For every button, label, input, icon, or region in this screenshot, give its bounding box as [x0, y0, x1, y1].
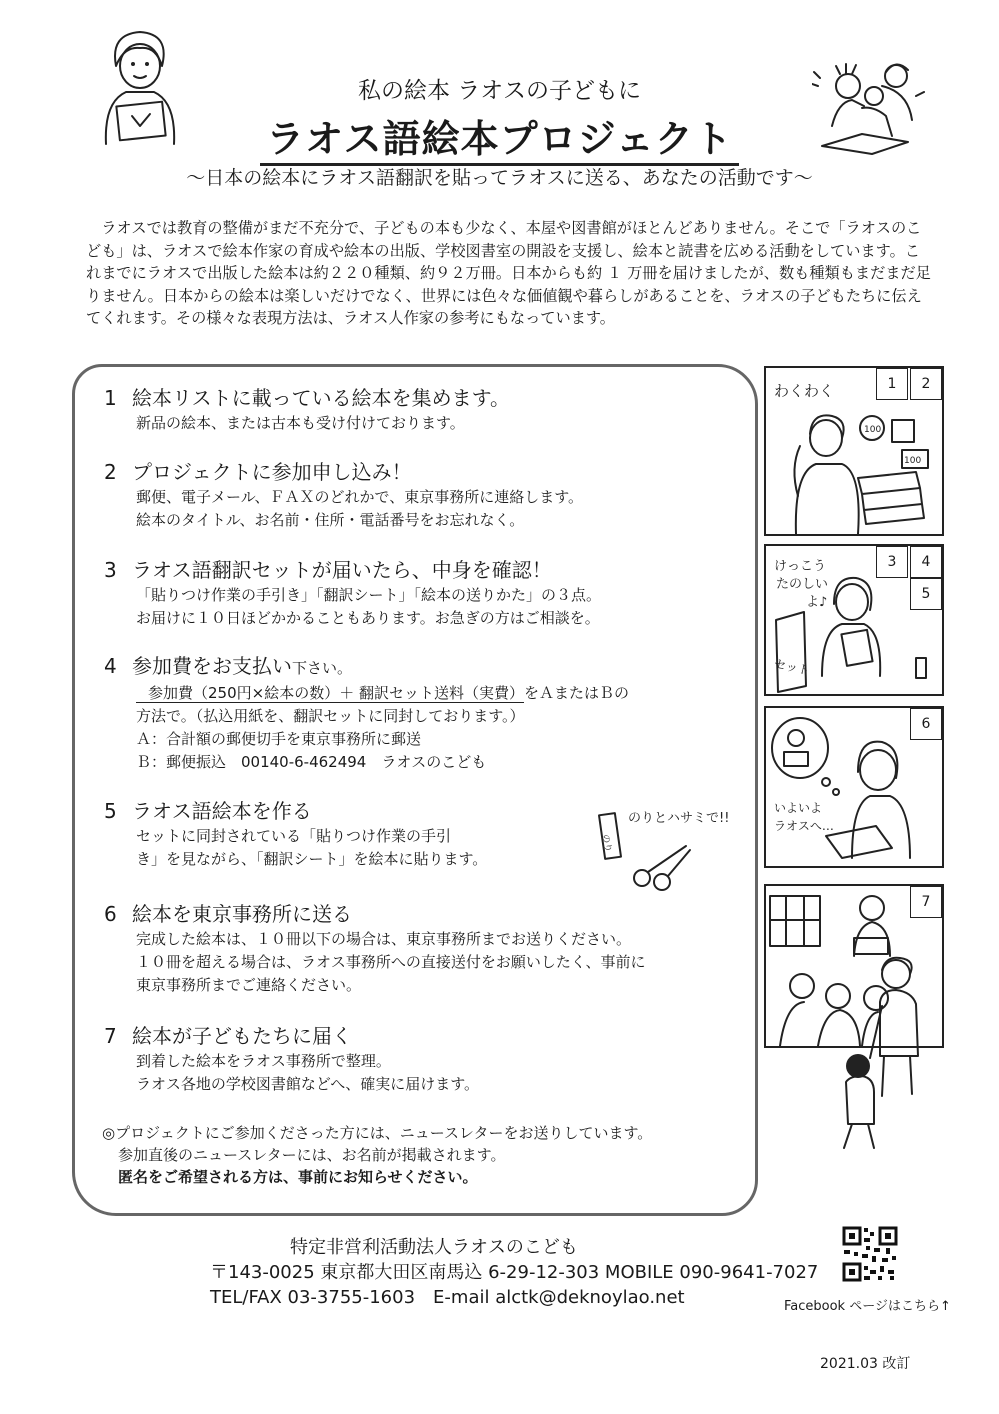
- intro-paragraph: ラオスでは教育の整備がまだ不充分で、子どもの本も少なく、本屋や図書館がほとんどありません。そこで「ラオスのこども」は、ラオスで絵本作家の育成や絵本の出版、学校図書室の開設を支援し、絵本と読書を広める活動をしています。これまでにラオスで出版した絵本は約２２０種類、約９２万冊。日本からも約 １ 万冊を届けましたが、数も種類もまだまだ足りません。日本からの絵本は楽しいだけでなく、世界には色々な価値観や暮らしがあることを、ラオスの子どもたちに伝えてくれます。その様々な表現方法は、ラオス人作家の参考にもなっています。: [86, 219, 931, 327]
- step-line: 「貼りつけ作業の手引き」「翻訳シート」「絵本の送りかた」の３点。: [136, 586, 602, 604]
- revision-date: 2021.03 改訂: [820, 1356, 911, 1372]
- fee-suffix: をＡまたはＢの: [523, 684, 629, 702]
- panel-2-label: セット: [772, 656, 811, 678]
- page-title: [0, 108, 999, 163]
- step-line: 新品の絵本、または古本も受け付けております。: [136, 414, 465, 432]
- step-number: 2: [104, 460, 117, 484]
- panel-number: 2: [910, 368, 942, 400]
- address-line: 〒143-0025 東京都大田区南馬込 6-29-12-303 MOBILE 090-9641-7027: [210, 1262, 819, 1283]
- step-7: [104, 1022, 744, 1096]
- panel-1-stamp-2: 100: [904, 456, 922, 466]
- glue-caption: のりとハサミで!!: [628, 811, 730, 826]
- contact-line: TEL/FAX 03-3755-1603 E-mail alctk@deknoylao.net: [210, 1287, 685, 1308]
- step-number: 7: [104, 1024, 117, 1048]
- panel-number: 1: [876, 368, 908, 400]
- page-title-text: ラオス語絵本プロジェクト: [260, 117, 739, 166]
- panel-number: 4: [910, 546, 942, 578]
- step-line: Ａ：合計額の郵便切手を東京事務所に郵送: [136, 730, 422, 748]
- fee-formula: 参加費（250円×絵本の数）＋ 翻訳セット送料（実費）: [136, 684, 524, 703]
- facebook-link-label[interactable]: Facebook ページはこちら↑: [784, 1299, 951, 1314]
- step-line: ラオス各地の学校図書館などへ、確実に届けます。: [136, 1075, 480, 1093]
- panel-1-stamp: 100: [864, 425, 882, 435]
- step-title: 参加費をお支払い: [132, 654, 292, 678]
- panel-3-caption: ラオスへ…: [774, 819, 834, 833]
- step-number: 6: [104, 902, 117, 926]
- step-title: 絵本が子どもたちに届く: [132, 1024, 352, 1048]
- step-line: 完成した絵本は、１０冊以下の場合は、東京事務所までお送りください。: [136, 930, 632, 948]
- step-title: ラオス語翻訳セットが届いたら、中身を確認！: [132, 558, 552, 582]
- note-line: 参加直後のニュースレターには、お名前が掲載されます。: [118, 1146, 506, 1164]
- glue-scissors-illustration: [588, 798, 744, 894]
- panel-2-caption: よ♪: [806, 595, 828, 610]
- panel-number: 5: [910, 578, 942, 610]
- step-line: お届けに１０日ほどかかることもあります。お急ぎの方はご相談を。: [136, 609, 600, 627]
- panel-number: 6: [910, 708, 942, 740]
- comic-panel-2: [764, 544, 944, 696]
- panel-2-caption: たのしい: [776, 577, 829, 592]
- step-number: 5: [104, 799, 117, 823]
- glue-label: のり: [599, 833, 613, 854]
- note-line: ◎プロジェクトにご参加くださった方には、ニュースレターをお送りしています。: [102, 1124, 653, 1142]
- step-1: [104, 384, 744, 435]
- panel-2-caption: けっこう: [774, 559, 827, 574]
- step-title-suffix: 下さい。: [292, 659, 353, 677]
- step-title: 絵本リストに載っている絵本を集めます。: [132, 386, 510, 410]
- step-line: １０冊を超える場合は、ラオス事務所への直接送付をお願いしたく、事前に: [136, 953, 646, 971]
- step-3: [104, 556, 744, 630]
- page-tagline: 〜日本の絵本にラオス語翻訳を貼ってラオスに送る、あなたの活動です〜: [186, 167, 813, 189]
- organization-name: 特定非営利活動法人ラオスのこども: [290, 1237, 578, 1258]
- children-walking-illustration: [830, 952, 940, 1152]
- step-line: 東京事務所までご連絡ください。: [136, 976, 362, 994]
- step-number: 4: [104, 654, 117, 678]
- comic-panel-1: [764, 366, 944, 536]
- step-line: 郵便、電子メール、ＦＡＸのどれかで、東京事務所に連絡します。: [136, 488, 584, 506]
- panel-number: 3: [876, 546, 908, 578]
- newsletter-notes: [102, 1122, 742, 1188]
- note-anonymous: 匿名をご希望される方は、事前にお知らせください。: [118, 1168, 478, 1186]
- step-line: 到着した絵本をラオス事務所で整理。: [136, 1052, 391, 1070]
- comic-panel-3: [764, 706, 944, 868]
- step-line: き」を見ながら、「翻訳シート」を絵本に貼ります。: [136, 850, 488, 868]
- step-title: ラオス語絵本を作る: [132, 799, 312, 823]
- panel-number: 7: [910, 886, 942, 918]
- step-line: Ｂ：郵便振込 00140-6-462494 ラオスのこども: [136, 753, 487, 771]
- panel-3-caption: いよいよ: [774, 801, 823, 815]
- step-line: 方法で。（払込用紙を、翻訳セットに同封しております。）: [136, 707, 525, 725]
- step-number: 3: [104, 558, 117, 582]
- step-title: プロジェクトに参加申し込み！: [132, 460, 412, 484]
- step-2: [104, 458, 744, 532]
- facebook-qr-code[interactable]: [842, 1226, 898, 1282]
- step-line: セットに同封されている「貼りつけ作業の手引: [136, 827, 452, 845]
- panel-1-caption: わくわく: [774, 382, 835, 400]
- step-6: [104, 900, 744, 997]
- step-title: 絵本を東京事務所に送る: [132, 902, 352, 926]
- page-subtitle: 私の絵本 ラオスの子どもに: [357, 78, 642, 104]
- step-number: 1: [104, 386, 117, 410]
- step-line: 絵本のタイトル、お名前・住所・電話番号をお忘れなく。: [136, 511, 525, 529]
- step-4: [104, 652, 744, 774]
